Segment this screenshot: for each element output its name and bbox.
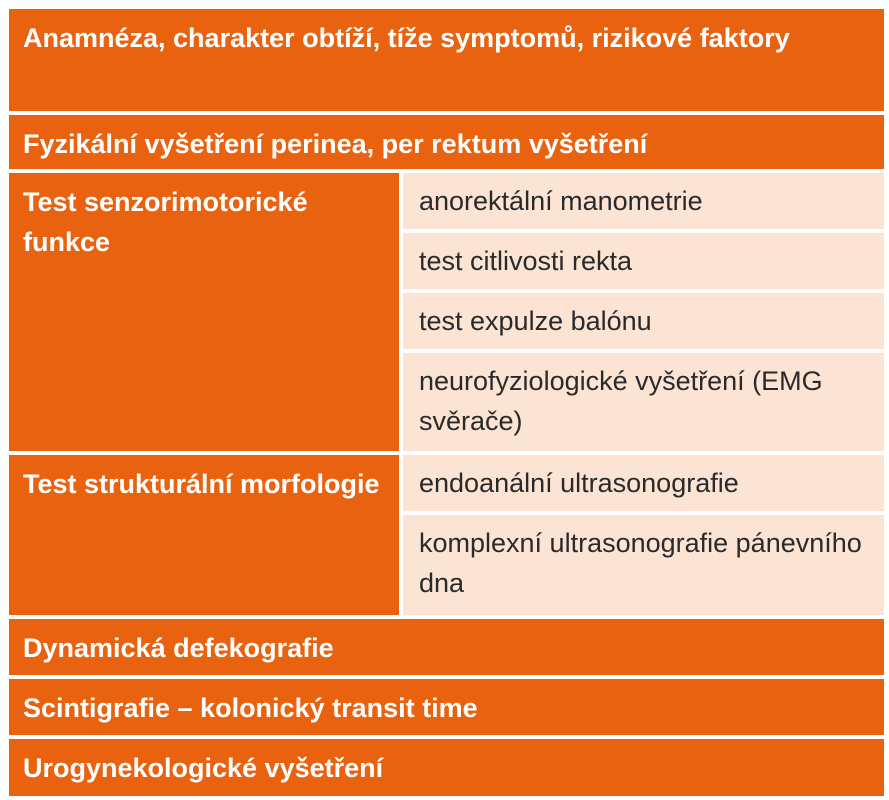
item-test-citlivosti-rekta: test citlivosti rekta <box>401 231 886 291</box>
row-urogynekologicke: Urogynekologické vyšetření <box>7 737 886 798</box>
row-defekografie: Dynamická defekografie <box>7 617 886 677</box>
diagnostics-table <box>5 5 888 800</box>
item-komplexni-ultrasonografie: komplexní ultrasonografie pánevního dna <box>401 513 886 617</box>
table-row <box>7 677 886 737</box>
row-fyzikalni-vysetreni: Fyzikální vyšetření perinea, per rektum vyšetření <box>7 113 886 171</box>
item-endoanalni-ultrasonografie: endoanální ultrasonografie <box>401 453 886 513</box>
table-row <box>7 737 886 798</box>
item-test-expulze-balonu: test expulze balónu <box>401 291 886 351</box>
table-row <box>7 453 886 513</box>
table-row <box>7 7 886 113</box>
group-label-strukturalni: Test strukturální morfologie <box>7 453 401 617</box>
table-row <box>7 113 886 171</box>
item-anorektalni-manometrie: anorektální manometrie <box>401 171 886 231</box>
table-row <box>7 171 886 231</box>
row-anamneza: Anamnéza, charakter obtíží, tíže symptomů, rizikové faktory <box>7 7 886 113</box>
table-row <box>7 617 886 677</box>
group-label-senzorimotoricke: Test senzorimotorické funkce <box>7 171 401 453</box>
item-neurofyziologicke-vysetreni: neurofyziologické vyšetření (EMG svěrače) <box>401 351 886 453</box>
row-scintigrafie: Scintigrafie – kolonický transit time <box>7 677 886 737</box>
